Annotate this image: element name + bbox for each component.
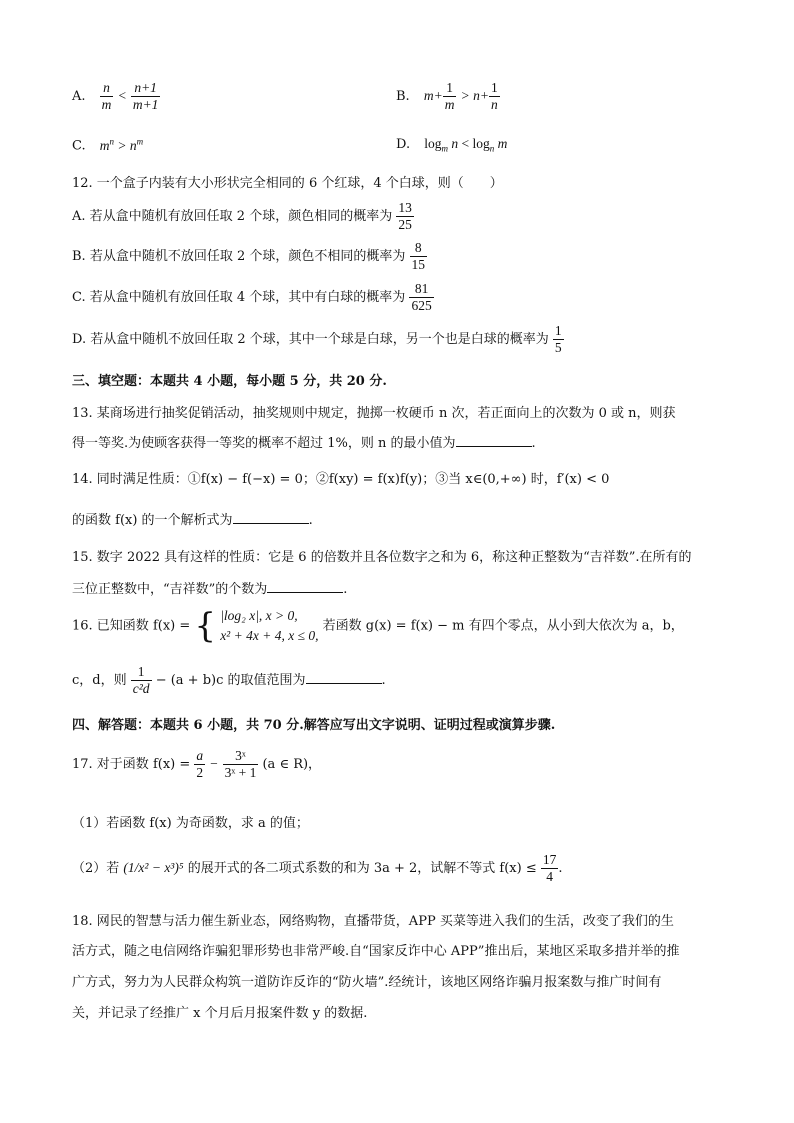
q16-piecewise	[220, 606, 318, 646]
section-3-heading: 三、填空题：本题共 4 小题，每小题 5 分，共 20 分.	[72, 374, 387, 389]
option-label: B.	[396, 89, 410, 104]
minus-sign: −	[209, 756, 219, 771]
q15-line-2	[72, 578, 347, 597]
frac-den: 3ˣ + 1	[224, 765, 257, 780]
q14-period: .	[308, 513, 313, 528]
q17-text-a: 17. 对于函数 f(x) =	[72, 757, 191, 772]
q16-text-a: c，d，则	[72, 673, 127, 688]
option-label: D.	[396, 137, 411, 152]
q11-option-a	[72, 80, 160, 113]
frac-den: 5	[554, 340, 562, 355]
q12-a-fraction	[396, 200, 414, 233]
frac-num: 17	[542, 852, 557, 867]
q18-line-4: 关，并记录了经推广 x 个月后月报案件数 y 的数据.	[72, 1006, 368, 1021]
q12-a-text: A. 若从盒中随机有放回任取 2 个球，颜色相同的概率为	[72, 209, 393, 224]
q15-text: 三位正整数中，“吉祥数”的个数为	[72, 582, 268, 597]
q17-part-1: （1）若函数 f(x) 为奇函数，求 a 的值；	[72, 816, 309, 831]
piecewise-brace: {	[194, 606, 217, 646]
q15-answer-blank[interactable]	[267, 582, 343, 593]
q12-d-fraction	[553, 323, 564, 356]
q17-p2-text-b: 的展开式的各二项式系数的和为 3a + 2，试解不等式 f(x) ≤	[187, 861, 537, 876]
frac-num: 1	[554, 323, 562, 338]
frac-num: 3ˣ	[223, 748, 259, 765]
frac-num: 13	[398, 200, 412, 215]
q13-line-1: 13. 某商场进行抽奖促销活动，抽奖规则中规定，抛掷一枚硬币 n 次，若正面向上的次数为 0 或 n，则获	[72, 406, 676, 421]
q13-line-2	[72, 432, 536, 451]
frac-num: 1	[131, 664, 152, 681]
q17-period: .	[558, 861, 563, 876]
q16-fraction	[131, 664, 152, 697]
q13-text: 得一等奖.为使顾客获得一等奖的概率不超过 1%，则 n 的最小值为	[72, 436, 456, 451]
q13-answer-blank[interactable]	[456, 436, 532, 447]
option-label: C.	[72, 138, 86, 154]
q17-fraction-1	[194, 748, 205, 781]
q16-line-1	[72, 606, 684, 646]
q12-option-c	[72, 281, 434, 314]
q17-fraction-2	[223, 748, 259, 781]
frac-den: 625	[411, 298, 432, 313]
q14-line-1: 14. 同时满足性质：①f(x) − f(−x) = 0；②f(xy) = f(x)f(y)；③当 x∈(0,+∞) 时，f′(x) < 0	[72, 472, 610, 487]
q17-binomial-expr: (1/x² − x³)⁵	[123, 860, 184, 875]
q16-text-b: − (a + b)c 的取值范围为	[155, 673, 306, 688]
q11-a-formula: $\frac{n}{m}$ < $\frac{n+1}{m+1}$	[101, 80, 159, 112]
q12-option-d	[72, 323, 564, 356]
q14-line-2	[72, 509, 313, 528]
q11-b-formula: m+ $\frac{1}{m}$ > n+ $\frac{1}{n}$	[423, 80, 498, 112]
q12-c-text: C. 若从盒中随机有放回任取 4 个球，其中有白球的概率为	[72, 290, 406, 305]
q12-b-text: B. 若从盒中随机不放回任取 2 个球，颜色不相同的概率为	[72, 249, 406, 264]
q11-option-d	[396, 136, 507, 154]
frac-den: 4	[546, 869, 553, 884]
q16-case-2: x² + 4x + 4, x ≤ 0,	[220, 628, 319, 643]
frac-num: 81	[409, 281, 433, 298]
q12-stem: 12. 一个盒子内装有大小形状完全相同的 6 个红球，4 个白球，则（ ）	[72, 176, 503, 191]
q12-option-b	[72, 240, 427, 273]
frac-den: c²d	[132, 681, 150, 696]
option-label: A.	[72, 89, 86, 104]
q18-line-1: 18. 网民的智慧与活力催生新业态，网络购物，直播带货，APP 买菜等进入我们的生活，改变了我们的生	[72, 914, 674, 929]
q12-d-text: D. 若从盒中随机不放回任取 2 个球，其中一个球是白球，另一个也是白球的概率为	[72, 332, 549, 347]
q16-suffix: 若函数 g(x) = f(x) − m 有四个零点，从小到大依次为 a，b，	[322, 618, 684, 634]
q11-option-b	[396, 80, 500, 113]
q17-p2-text-a: （2）若	[72, 861, 120, 876]
q16-case-1: |log₂ x|, x > 0,	[220, 608, 298, 623]
q13-period: .	[531, 436, 536, 451]
frac-den: 2	[196, 765, 204, 780]
frac-den: 25	[398, 217, 412, 232]
q16-line-2	[72, 664, 386, 697]
q12-b-fraction	[410, 240, 428, 273]
q12-option-a	[72, 200, 414, 233]
q11-c-formula: $m^n > n^m$	[99, 136, 144, 153]
frac-den: 15	[411, 257, 425, 272]
section-4-heading: 四、解答题：本题共 6 小题，共 70 分.解答应写出文字说明、证明过程或演算步骤.	[72, 718, 556, 733]
frac-num: a	[196, 748, 204, 763]
frac-num: 8	[410, 240, 428, 257]
q18-line-2: 活方式，随之电信网络诈骗犯罪形势也非常严峻.自“国家反诈中心 APP”推出后，某地区采取多措并举的推	[72, 944, 680, 959]
q16-answer-blank[interactable]	[306, 673, 382, 684]
q16-period: .	[381, 673, 386, 688]
q15-line-1: 15. 数字 2022 具有这样的性质：它是 6 的倍数并且各位数字之和为 6，称这种正整数为“吉祥数”.在所有的	[72, 550, 692, 565]
q11-d-formula: $\log_m n < \log_n m$	[424, 136, 508, 154]
q14-answer-blank[interactable]	[233, 513, 309, 524]
q17-part-2	[72, 852, 563, 885]
q11-option-c	[72, 136, 143, 154]
q14-text: 的函数 f(x) 的一个解析式为	[72, 513, 233, 528]
q18-line-3: 广方式，努力为人民群众构筑一道防诈反诈的“防火墙”.经统计，该地区网络诈骗月报案数与推广时间有	[72, 975, 662, 990]
q12-c-fraction	[409, 281, 433, 314]
q16-prefix: 16. 已知函数 f(x) =	[72, 618, 191, 634]
q17-stem	[72, 748, 321, 781]
q17-p2-fraction	[541, 852, 559, 885]
q17-text-b: (a ∈ R)，	[262, 757, 322, 772]
q15-period: .	[343, 582, 348, 597]
